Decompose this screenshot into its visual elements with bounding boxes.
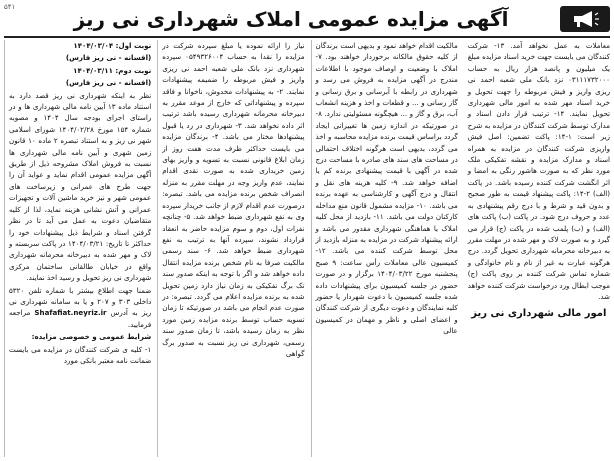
signature: امور مالی شهرداری نی ریز <box>471 308 607 320</box>
column-2 <box>157 40 304 457</box>
column-3-text: مالکیت اقدام خواهد نمود و بدیهی است برندگان از کلیه حقوق مالکانه برخوردار خواهند بود. ۷- املاک با وضعیت و اوصاف موجود با اطلاعات مندرج در آگهی مزایده به فروش می رسد و شهرداری در رابطه با آبرسانی و برق رسانی و گاز رسانی و ... و قطعات و اخذ و هزینه انشعاب آب، برق و گاز و ... هیچگونه مسئولیتی ندارد. ۸- در صورتیکه در اندازه زمین ها تغییراتی ایجاد گردد براساس قیمت برنده مزایده محاسبه و اخذ می گردد، بدیهی است هرگونه اختلاف احتمالی در مساحت های سند های صادره با مساحت درج شده در آگهی با قیمت پیشنهادی برنده کم یا اضافه خواهد شد. ۹- کلیه هزینه های نقل و انتقال و درج آگهی و کارشناسی به عهده برنده می باشد. ۱۰- مزایده مشمول قانون منع مداخله کارکنان دولت می باشد. ۱۱- بازدید از محل کلیه املاک یا هماهنگی شهرداری مقدور می باشد و ارائه پیشنهاد شرکت در مزایده به منزله بازدید از محل توسط شرکت کننده می باشد. ۱۲- کمیسیون عالی معاملات رأس ساعت: ۹ صبح پنجشنبه مورخ ۱۴۰۴/۰۳/۲۲ برگزار و در صورت حضور در جلسه کمیسیون برای پیشنهادات داده شده جلسه کمیسیون با دعوت شهردار یا حضور کلیه نمایندگان و دعوت دیگری از شرکت کنندگان و اعضای اصلی و ناظر و مهمان در کمیسیون عالی <box>315 41 458 336</box>
intro-paragraph: نظر به اینکه شهرداری نی ریز قصد دارد به استناد ماده ۱۳ آیین نامه مالی شهرداری ها و در راستای اجرای بودجه سال ۱۴۰۴ و مصوبه شماره ۱۵۴ مورخ ۱۴۰۴/۰۲/۲۸ شورای اسلامی شهر نی ریز و به استناد تبصره ۲ ماده ۱۰ قانون زمین شهری و آیین نامه مالی شهرداری ها نسبت به فروش املاک مشروحه ذیل از طریق آگهی مزایده عمومی اقدام نماید و عواید آن را جهت طرح های عمرانی و زیرساخت های عمومی شهر و نیز خرید ماشین آلات و تجهیزات عمرانی و آتش نشانی هزینه نماید، لذا از کلیه متقاضیان دعوت به عمل می آید تا در نظر گرفتن اسناد و شرایط ذیل پیشنهادات خود را حداکثر تا تاریخ: ۱۴۰۴/۰۳/۲۱ در پاکت سربسته و لاک و مهر شده به دبیرخانه محرمانه شهرداری واقع در خیابان طالقانی ساختمان مرکزی شهرداری نی ریز تحویل و رسید اخذ نمایند. <box>9 90 152 283</box>
column-3 <box>311 40 458 457</box>
page-number: ۵۴۱ <box>4 3 16 11</box>
website-link[interactable]: Shafafiat.neyriz.ir <box>34 308 107 318</box>
second-notice-source: (افسانه - نی ریز فارس) <box>65 78 152 88</box>
announcement-badge <box>560 6 610 32</box>
text-columns <box>4 40 610 457</box>
conditions-title: شرایط عمومی و خصوصی مزایده: <box>31 332 152 342</box>
first-notice-source: (افسانه - نی ریز فارس) <box>65 53 152 63</box>
first-notice-date: نوبت اول: ۱۴۰۴/۰۳/۰۴ <box>73 41 152 50</box>
column-4-text: معاملات به عمل نخواهد آمد. ۱۳- شرکت کنندگان می بایست جهت خرید اسناد مزایده مبلغ یک میلیون و پانصد هزار ریال به حساب ۰۳۱۱۱۷۳۲۰۰۰ نزد بانک ملی شعبه احمد نی ریزی واریز و فیش مربوطه را جهت تحویل و خرید اسناد مهر شده به امور مالی شهرداری تحویل نمایند. ۱۴- ترتیب قرار دادن اسناد و مدارک توسط شرکت کنندگان در مزایده به شرح زیر است: ۱-۱۴: پاکت تضمین: اصل فیش واریزی شرکت کنندگان در مزایده به همراه اسناد و مدارک مزایده و نقشه تفکیکی ملک مورد نظر که به صورت هاشور رنگی به امضا و اثر انگشت شرکت کننده رسیده باشد. در پاکت (الف) ۲-۱۴: پاکت پیشنهاد قیمت به طور صحیح و بدون قید و شرط و با درج رقم پیشنهادی به عدد و حروف درج شود. در پاکت (ب) پاکت های (الف) و (ب) پلمب شده در پاکت (ج) قرار می گیرد و به صورت لاک و مهر شده در مهلت مقرر به دبیرخانه محرمانه شهرداری تحویل گردد. درج هرگونه عبارت به غیر از نام و نام خانوادگی و شماره تماس شرکت کننده بر روی پاکت (ج) موجب ابطال ورد درخواست شرکت کننده خواهد شد. <box>467 41 610 301</box>
contact-text: ضمنا جهت اطلاع بیشتر با شماره تلفن ۵۳۲۰ داخلی ۳۰۳ و ۲۰۷ و یا به سامانه شهرداری نی ریز به آدرس <box>9 285 152 318</box>
column-1 <box>4 40 151 457</box>
column-2-text: نیاز را ارائه نموده یا مبلغ سپرده شرکت در مزایده را نقدا به حساب ۰۵۴۹۳۲۶۰۰۴ سپرده شهرداری نزد بانک ملی شعبه احمد نی ریزی واریز و فیش مربوطه را ضمیمه پیشنهادات نمایند. ۲- به پیشنهادات مخدوش، ناخوانا و فاقد سپرده و پیشنهاداتی که خارج از موعد مقرر به دبیرخانه محرمانه شهرداری رسیده باشد ترتیب اثر داده نخواهد شد. ۳- شهرداری در رد یا قبول پیشنهادها مختار می باشد. ۴- برندگان مزایده می بایست حداکثر ظرف مدت هفت روز از زمان ابلاغ قانونی نسبت به تسویه و واریز بهای زمین خریداری شده به صورت نقدی اقدام نمایند، عدم واریز وجه در مهلت مقرر به منزله انصراف شخص برنده مزایده می باشد. تبصره: درصورت عدم اقدام لازم از جانب خریدار سپرده وی به نفع شهرداری ضبط خواهد شد. ۵- چنانچه نفرات اول، دوم و سوم مزایده حاضر به انعقاد قرارداد نشوند، سپرده آنها به ترتیب به نفع شهرداری ضبط خواهد شد. ۶- سند رسمی مالکیت صرفا به نام شخص برنده مزایده انتقال داده خواهد شد و اگر با توجه به اینکه صدور سند تک برگ تفکیکی به زمان نیاز دارد زمین تحویل شده به برنده مزایده اعلام می گردد. تبصره: در صورت عدم انجام می باشد در صورتیکه تا زمان تسویه حساب توسط برنده مزایده زمین مورد نظر به زمان رسیده باشد، تا زمان صدور سند رسمی، شهرداری نی ریز نسبت به صدور برگ گواهی <box>162 41 305 358</box>
column-4 <box>464 40 610 457</box>
megaphone-icon <box>570 10 600 28</box>
contact-tail: مراجعه فرمایید. <box>9 308 152 329</box>
page-title: آگهی مزایده عمومی املاک شهرداری نی ریز <box>73 7 509 31</box>
condition-1: ۱- کلیه ی شرکت کنندگان در مزایده می بایست ضمانت نامه معتبر بانکی مورد <box>9 344 152 365</box>
contact-paragraph <box>9 285 151 331</box>
second-notice-date: نوبت دوم: ۱۴۰۴/۰۳/۱۱ <box>73 65 152 75</box>
title-divider <box>4 36 610 38</box>
